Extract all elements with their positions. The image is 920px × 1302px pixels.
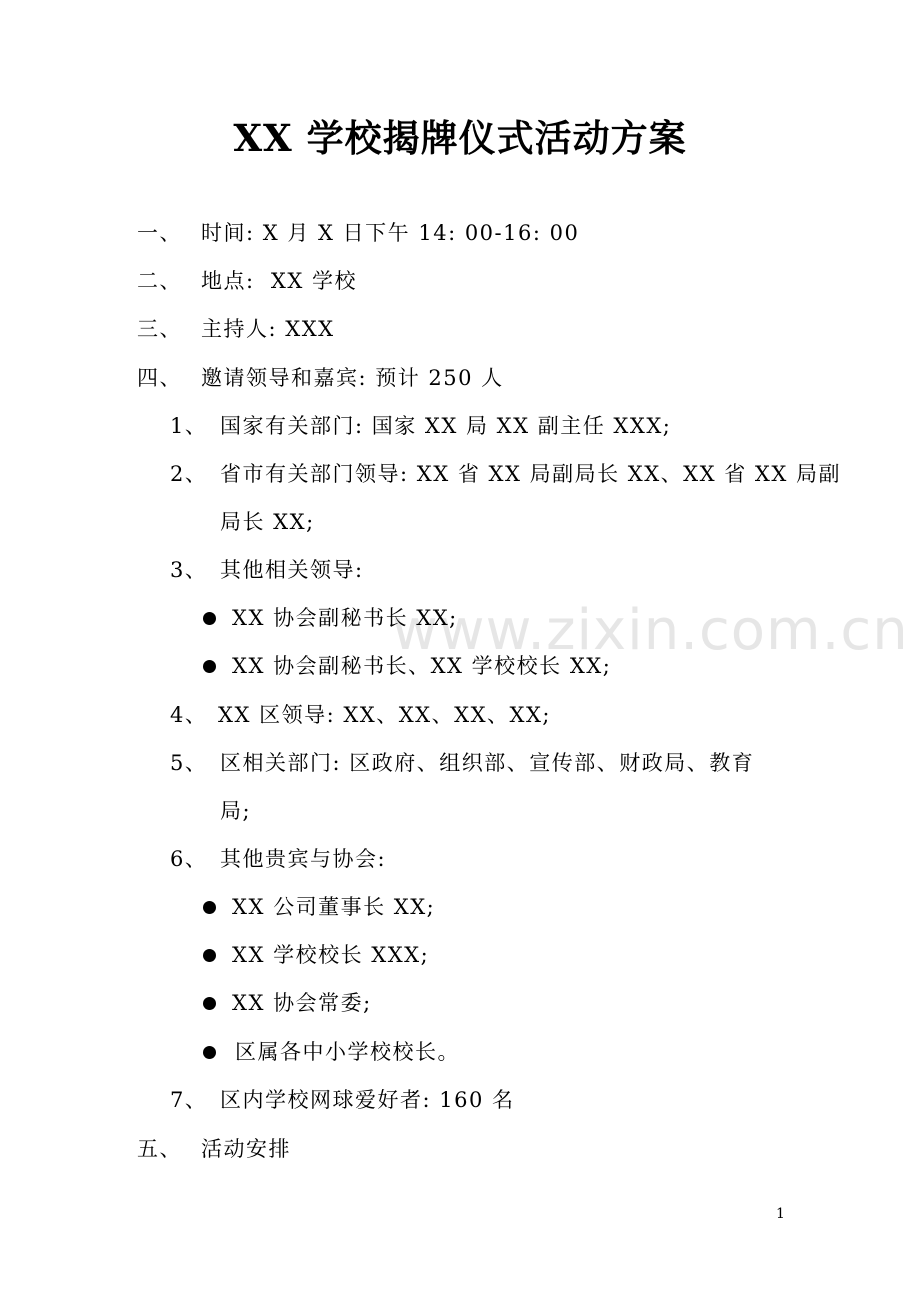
watermark: www.zixin.com.cn: [392, 598, 909, 663]
section-text: 主持人: XXX: [201, 317, 335, 341]
section-number: 五、: [137, 1137, 182, 1161]
item-text: XX 区领导: XX、XX、XX、XX;: [218, 703, 552, 727]
item-text: 区内学校网球爱好者: 160 名: [220, 1088, 515, 1112]
item-text: 其他贵宾与协会:: [220, 847, 387, 871]
item-text: 区相关部门: 区政府、组织部、宣传部、财政局、教育: [220, 751, 755, 775]
bullet-icon: [203, 901, 216, 914]
bullet-text: XX 协会副秘书长、XX 学校校长 XX;: [232, 654, 612, 678]
section-text: 地点: XX 学校: [201, 269, 358, 293]
section-text: 活动安排: [201, 1137, 291, 1161]
bullet-text: XX 协会常委;: [232, 991, 372, 1015]
document-title: XX 学校揭牌仪式活动方案: [233, 116, 687, 160]
bullet-text: XX 学校校长 XXX;: [232, 943, 430, 967]
item-number: 2、: [170, 462, 208, 486]
section-number: 一、: [137, 221, 182, 245]
bullet-text: XX 协会副秘书长 XX;: [232, 606, 458, 630]
bullet-icon: [203, 660, 216, 673]
page-number: 1: [776, 1206, 785, 1222]
item-number: 4、: [170, 703, 208, 727]
item-text-continued: 局长 XX;: [220, 510, 315, 534]
section-number: 四、: [137, 366, 182, 390]
bullet-icon: [203, 997, 216, 1010]
section-number: 二、: [137, 269, 182, 293]
item-text: 国家有关部门: 国家 XX 局 XX 副主任 XXX;: [220, 414, 672, 438]
item-text-continued: 局;: [220, 799, 252, 823]
bullet-icon: [203, 949, 216, 962]
item-number: 3、: [170, 558, 208, 582]
item-number: 5、: [170, 751, 208, 775]
item-number: 6、: [170, 847, 208, 871]
section-text: 时间: X 月 X 日下午 14: 00-16: 00: [201, 221, 580, 245]
bullet-icon: [203, 1046, 216, 1059]
bullet-text: XX 公司董事长 XX;: [232, 895, 436, 919]
item-text: 省市有关部门领导: XX 省 XX 局副局长 XX、XX 省 XX 局副: [220, 462, 841, 486]
bullet-icon: [203, 612, 216, 625]
bullet-text: 区属各中小学校校长。: [235, 1040, 460, 1064]
item-text: 其他相关领导:: [220, 558, 364, 582]
item-number: 7、: [170, 1088, 208, 1112]
section-text: 邀请领导和嘉宾: 预计 250 人: [201, 366, 504, 390]
section-number: 三、: [137, 317, 182, 341]
item-number: 1、: [170, 414, 208, 438]
